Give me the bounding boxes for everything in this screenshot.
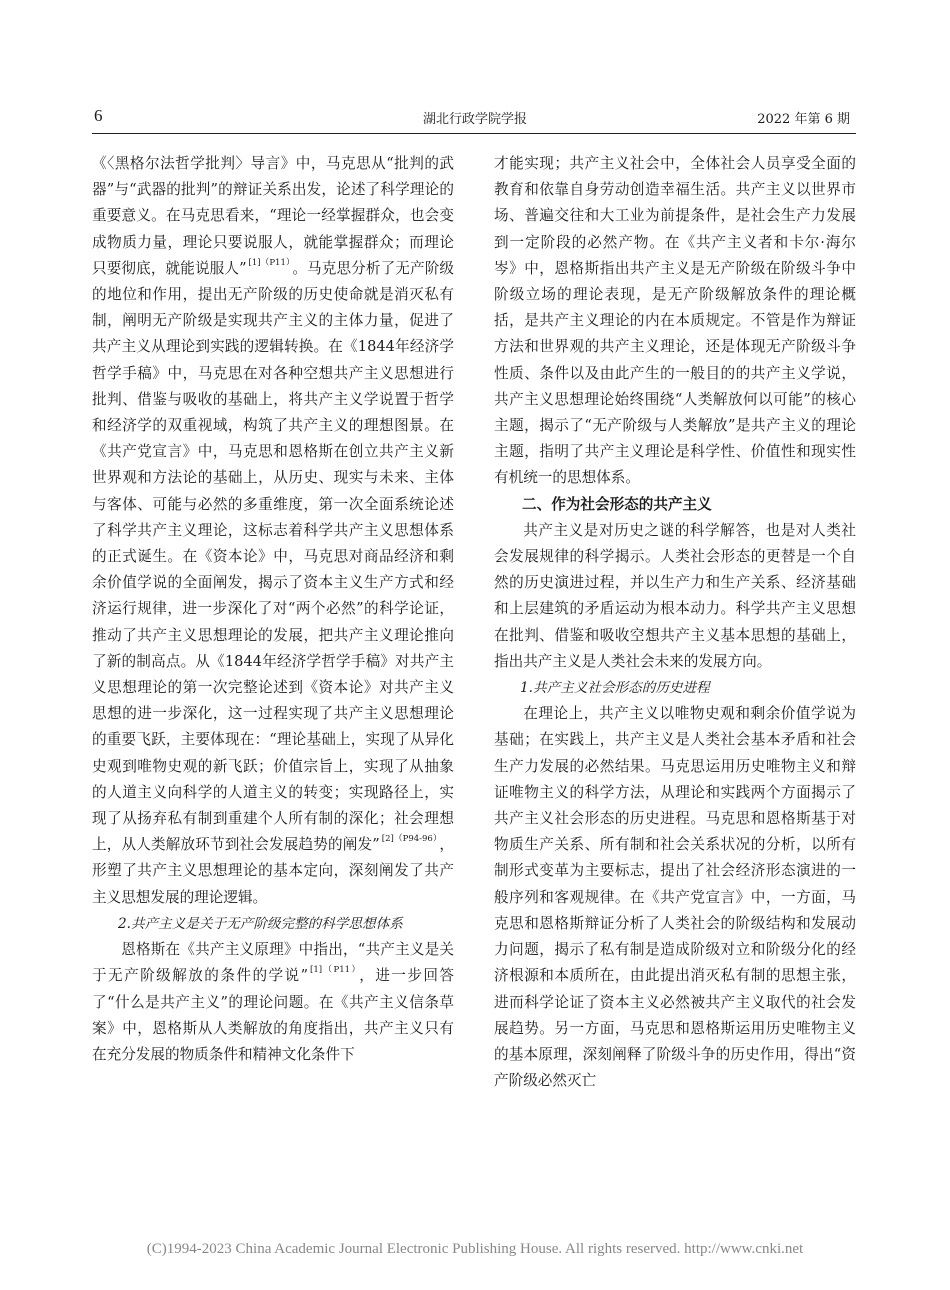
header-rule <box>92 133 856 134</box>
issue-label: 2022 年第 6 期 <box>757 112 850 127</box>
citation: [2]（P94-96） <box>381 834 438 845</box>
paragraph-text: 。马克思分析了无产阶级的地位和作用，提出无产阶级的历史使命就是消灭私有制，阐明无产阶级是实现共产主义的主体力量，促进了共产主义从理论到实践的逻辑转换。在《1844年经济学哲学手稿》中，马克思在对各种空想共产主义思想进行批判、借鉴与吸收的基础上，将共产主义学说置于哲学和经济学的双重视域，构筑了共产主义的理想图景。在《共产党宣言》中，马克思和恩格斯在创立共产主义新世界观和方法论的基础上，从历史、现实与未来、主体与客体、可能与必然的多重维度，第一次全面系统论述了科学共产主义理论，这标志着科学共产主义思想体系的正式诞生。在《资本论》中，马克思对商品经济和剩余价值学说的全面阐发，揭示了资本主义生产方式和经济运行规律，进一步深化了对“两个必然”的科学论证，推动了共产主义思想理论的发展，把共产主义理论推向了新的制高点。从《1844年经济学哲学手稿》对共产主义思想理论的第一次完整论述到《资本论》对共产主义思想的进一步深化，这一过程实现了共产主义思想理论的重要飞跃，主要体现在：“理论基础上，实现了从异化史观到唯物史观的新飞跃；价值宗旨上，实现了从抽象的人道主义向科学的人道主义的转变；实现路径上，实现了从扬弃私有制到重建个人所有制的深化；社会理想上，从人类解放环节到社会发展趋势的阐发” <box>92 259 454 854</box>
paragraph-text: ，形塑了共产主义思想理论的基本定向，深刻阐发了共产主义思想发展的理论逻辑。 <box>92 836 455 906</box>
right-column <box>494 151 856 1094</box>
subsection-heading: 2.共产主义是关于无产阶级完整的科学思想体系 <box>118 915 403 932</box>
left-column <box>92 151 454 1068</box>
page-header <box>0 106 950 136</box>
paragraph <box>92 151 454 911</box>
paragraph: 才能实现；共产主义社会中，全体社会人员享受全面的教育和依靠自身劳动创造幸福生活。共产主义以世界市场、普遍交往和大工业为前提条件，是社会生产力发展到一定阶段的必然产物。在《共产主义者和卡尔·海尔岑》中，恩格斯指出共产主义是无产阶级在阶级斗争中阶级立场的理论表现，是无产阶级解放条件的理论概括，是共产主义理论的内在本质规定。不管是作为辩证方法和世界观的共产主义理论，还是体现无产阶级斗争性质、条件以及由此产生的一般目的的共产主义学说，共产主义思想理论始终围绕“人类解放何以可能”的核心主题，揭示了“无产阶级与人类解放”是共产主义的理论主题，指明了共产主义理论是科学性、价值性和现实性有机统一的思想体系。 <box>494 155 856 487</box>
paragraph <box>92 937 454 1068</box>
section-heading: 二、作为社会形态的共产主义 <box>522 495 712 513</box>
page-number: 6 <box>94 106 103 125</box>
journal-name: 湖北行政学院学报 <box>422 112 527 127</box>
citation: [1]（P11） <box>248 257 291 268</box>
citation: [1]（P11） <box>310 965 358 976</box>
copyright-footer: (C)1994-2023 China Academic Journal Electronic Publishing House. All rights reserved. http://www.cnki.net <box>146 1241 804 1257</box>
subsection-heading: 1.共产主义社会形态的历史进程 <box>520 680 710 697</box>
paragraph-text: 恩格斯在《共产主义原理》中指出，“共产主义是关于无产阶级解放的条件的学说” <box>92 941 454 985</box>
paragraph: 在理论上，共产主义以唯物史观和剩余价值学说为基础；在实践上，共产主义是人类社会基本矛盾和社会生产力发展的必然结果。马克思运用历史唯物主义和辩证唯物主义的科学方法，从理论和实践两个方面揭示了共产主义社会形态的历史进程。马克思和恩格斯基于对物质生产关系、所有制和社会关系状况的分析，以所有制形式变革为主要标志，提出了社会经济形态演进的一般序列和客观规律。在《共产党宣言》中，一方面，马克思和恩格斯辩证分析了人类社会的阶级结构和发展动力问题，揭示了私有制是造成阶级对立和阶级分化的经济根源和本质所在，由此提出消灭私有制的思想主张，进而科学论证了资本主义必然被共产主义取代的社会发展趋势。另一方面，马克思和恩格斯运用历史唯物主义的基本原理，深刻阐释了阶级斗争的历史作用，得出“资产阶级必然灭亡 <box>494 705 856 1090</box>
paragraph: 共产主义是对历史之谜的科学解答，也是对人类社会发展规律的科学揭示。人类社会形态的更替是一个自然的历史演进过程，并以生产力和生产关系、经济基础和上层建筑的矛盾运动为根本动力。科学共产主义思想在批判、借鉴和吸收空想共产主义基本思想的基础上，指出共产主义是人类社会未来的发展方向。 <box>494 521 856 670</box>
paragraph-text: ，进一步回答了“什么是共产主义”的理论问题。在《共产主义信条草案》中，恩格斯从人类解放的角度指出，共产主义只有在充分发展的物质条件和精神文化条件下 <box>92 967 455 1063</box>
paragraph-text: 《〈黑格尔法哲学批判〉导言》中，马克思从“批判的武器”与“武器的批判”的辩证关系出发，论述了科学理论的重要意义。在马克思看来，“理论一经掌握群众，也会变成物质力量，理论只要说服人，就能掌握群众；而理论只要彻底，就能说服人” <box>92 155 454 277</box>
